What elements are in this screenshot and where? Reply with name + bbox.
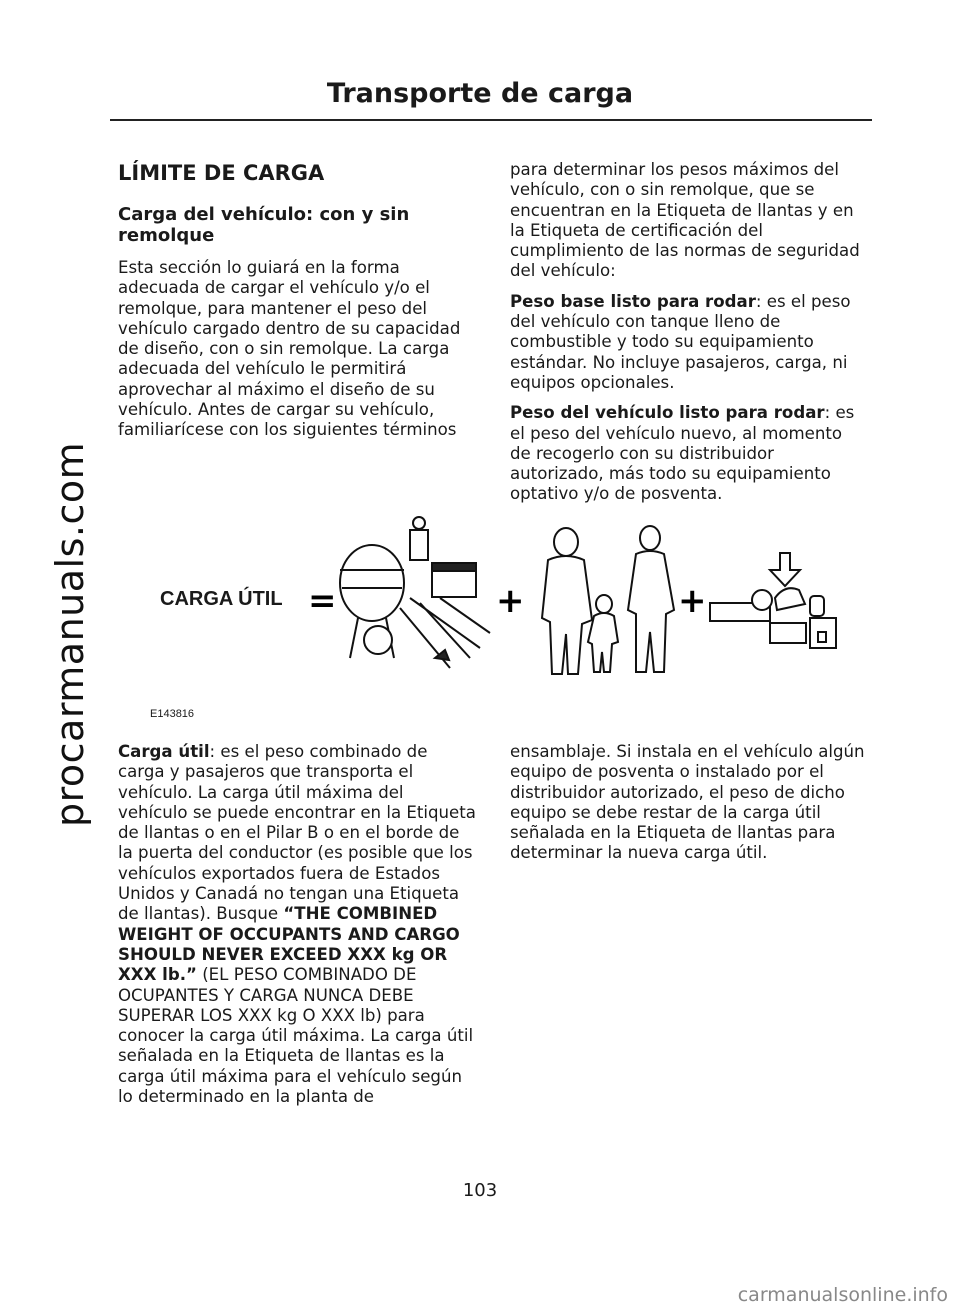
continuation-paragraph: para determinar los pesos máximos del vehículo, con o sin remolque, que se encuentran en la Etiqueta de llantas y en la Etiqueta de certificación del cumplimiento de las normas de seguridad del vehículo: — [510, 160, 860, 281]
header-rule — [110, 119, 872, 121]
upper-left-column — [118, 160, 476, 451]
trailer-hitch-icon — [710, 553, 836, 648]
payload-term-label: Carga útil — [118, 742, 210, 761]
figure-id: E143816 — [150, 708, 195, 720]
intro-paragraph: Esta sección lo guiará en la forma adecuada de cargar el vehículo y/o el remolque, para mantener el peso del vehículo cargado dentro de su capacidad de diseño, con o sin remolque. La carga adecuada del vehículo le permitirá aprovechar al máximo el diseño de su vehículo. Antes de cargar su vehículo, familiarícese con los siguientes términos — [118, 258, 461, 440]
equals-sign: = — [308, 581, 337, 621]
term-curb-weight — [510, 403, 868, 504]
figure-label: CARGA ÚTIL — [160, 588, 283, 610]
payload-text-1: : es el peso combinado de carga y pasajeros que transporta el vehículo. La carga útil máxima del vehículo se puede encontrar en la Etiqueta de llantas o en el Pilar B o en el borde de la puerta del conductor (es posible que los vehículos exportados fuera de Estados Unidos y Canadá no tengan una Etiqueta de llantas). Busque — [118, 742, 476, 924]
term-curb-weight-text: : es el peso del vehículo nuevo, al momento de recogerlo con su distribuidor autorizado, más todo su equipamiento optativo y/o de posventa. — [510, 403, 855, 504]
lower-right-column — [510, 742, 868, 874]
assembly-paragraph: ensamblaje. Si instala en el vehículo algún equipo de posventa o instalado por el distribuidor autorizado, el peso de dicho equipo se debe restar de la carga útil señalada en la Etiqueta de llantas para determinar la nueva carga útil. — [510, 742, 865, 863]
subsection-title: Carga del vehículo: con y sin remolque — [118, 204, 410, 246]
term-base-weight-label: Peso base listo para rodar — [510, 291, 756, 311]
lower-left-column — [118, 742, 476, 1117]
payload-text-2: (EL PESO COMBINADO DE OCUPANTES Y CARGA NUNCA DEBE SUPERAR LOS XXX kg O XXX lb) para conocer la carga útil máxima. La carga útil señalada en la Etiqueta de llantas es la carga útil máxima para el vehículo según lo determinado en la planta de — [118, 965, 474, 1107]
payload-illustration — [110, 508, 870, 723]
cargo-icon — [340, 517, 490, 668]
page-header-title: Transporte de carga — [326, 78, 634, 109]
plus-sign-2: + — [678, 581, 707, 621]
upper-right-column — [510, 160, 868, 515]
term-base-weight — [510, 292, 868, 393]
payload-quote: “THE COMBINED WEIGHT OF OCCUPANTS AND CARGO SHOULD NEVER EXCEED XXX kg OR XXX lb.” — [118, 904, 460, 985]
footer-watermark: carmanualsonline.info — [737, 1284, 948, 1306]
side-watermark: procarmanuals.com — [48, 441, 92, 827]
term-curb-weight-label: Peso del vehículo listo para rodar — [510, 403, 825, 423]
passengers-icon — [542, 526, 674, 674]
payload-figure — [110, 508, 870, 723]
term-base-weight-text: : es el peso del vehículo con tanque lleno de combustible y todo su equipamiento estándar. No incluye pasajeros, carga, ni equipos opcionales. — [510, 291, 851, 392]
section-title: LÍMITE DE CARGA — [118, 161, 325, 185]
payload-paragraph — [118, 742, 476, 1107]
page-number: 103 — [462, 1180, 498, 1201]
plus-sign-1: + — [496, 581, 525, 621]
